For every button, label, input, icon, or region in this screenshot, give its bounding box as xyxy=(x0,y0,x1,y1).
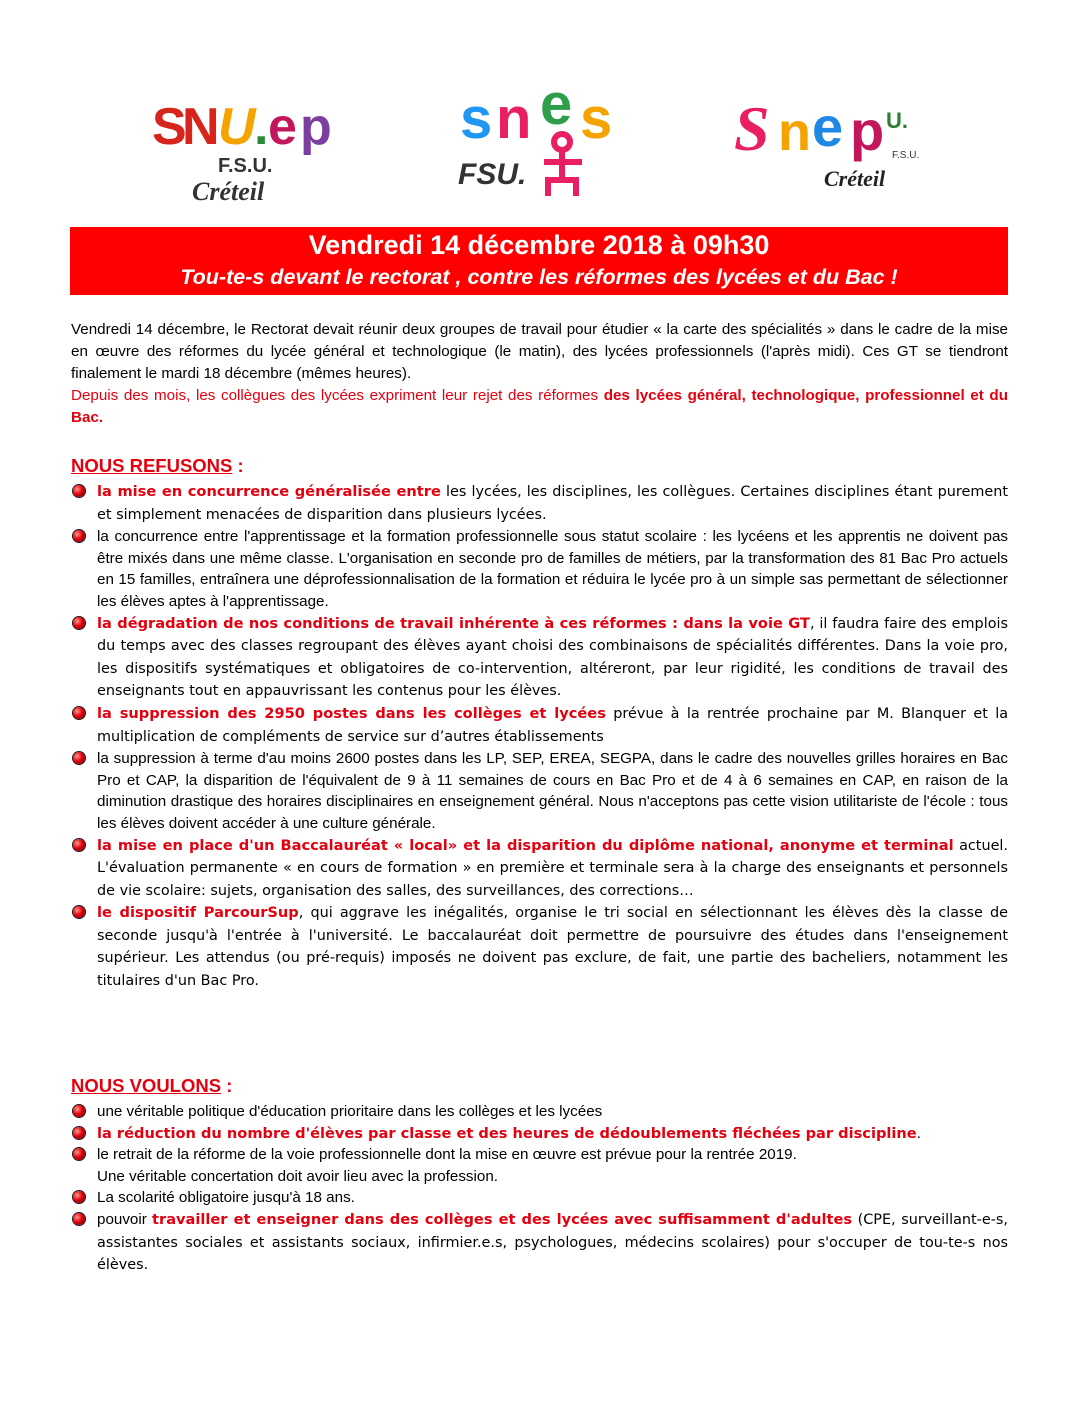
snes-letter-n: n xyxy=(496,86,532,151)
item-highlight: la dégradation de nos conditions de travail inhérente à ces réformes : dans la voie GT xyxy=(97,614,810,632)
banner-subtitle: Tou-te-s devant le rectorat , contre les réformes des lycées et du Bac ! xyxy=(180,265,898,289)
item-text: la concurrence entre l'apprentissage et la formation professionnelle sous statut scolaire : les lycéens et les apprentis ne doivent pas être mixés dans une même classe. L'organisation en seconde pro de familles de métiers, par la transformation des 81 Bac Pro actuels en 15 familles, entraînera une déprofessionnalisation de la formation et réduira le lycée pro à un simple sas permettant de sélectionner les élèves aptes à l'apprentissage. xyxy=(97,528,1008,610)
item-text: prévue à la rentrée prochaine par M. Blanquer et la multiplication de compléments de service sur d’autres établissements xyxy=(97,705,1009,745)
snep-creteil-text: Créteil xyxy=(824,166,886,191)
snuep-letter-u: U xyxy=(218,98,256,156)
snes-letter-s: s xyxy=(460,86,493,151)
item-highlight: le dispositif ParcourSup xyxy=(97,904,299,922)
item-text: les lycées, les disciplines, les collègues. Certaines disciplines étant purement et simplement menacées de disparition dans plusieurs lycées. xyxy=(97,484,1008,523)
bullet-icon xyxy=(73,707,85,719)
snes-figure-icon xyxy=(544,134,582,196)
bullet-icon xyxy=(73,1213,85,1225)
voulons-colon: : xyxy=(221,1075,233,1096)
item-text: la suppression à terme d'au moins 2600 postes dans les LP, SEP, EREA, SEGPA, dans le cadre des nouvelles grilles horaires en Bac Pro et CAP, la disparition de l'équivalent de 9 à 11 semaines de cours en Bac Pro et de 4 à 6 semaines en CAP, en raison de la diminution drastique des horaires disciplinaires en enseignement général. Nous n'acceptons pas cette vision utilitariste de l'école : tous les élèves doivent accéder à une culture générale. xyxy=(97,750,1008,832)
item-highlight: la mise en place d'un Baccalauréat « local» et la disparition du diplôme national, anonyme et terminal xyxy=(97,836,954,854)
item-text: une véritable politique d'éducation prioritaire dans les collèges et les lycées xyxy=(97,1103,603,1120)
intro-red-paragraph xyxy=(71,385,1008,429)
list-item xyxy=(71,1187,1008,1209)
list-item xyxy=(71,902,1008,992)
intro-paragraph: Vendredi 14 décembre, le Rectorat devait réunir deux groupes de travail pour étudier « la carte des spécialités » dans le cadre de la mise en œuvre des réformes du lycée général et technologique (le matin), des lycées professionnels (l'après midi). Ces GT se tiendront finalement le mardi 18 décembre (mêmes heures). xyxy=(71,321,1008,382)
item-text: . xyxy=(916,1124,921,1142)
list-item xyxy=(71,1123,1008,1145)
item-text: actuel. L'évaluation permanente « en cours de formation » en première et terminale sera à la charge des enseignants et personnels de vie scolaire: sujets, organisation des salles, des surveillances, des corrections… xyxy=(97,837,1008,899)
bullet-icon xyxy=(73,906,85,918)
banner-date-title: Vendredi 14 décembre 2018 à 09h30 xyxy=(308,230,770,260)
list-item xyxy=(71,613,1008,703)
bullet-icon xyxy=(73,530,85,542)
intro-text xyxy=(71,319,1008,429)
item-text: La scolarité obligatoire jusqu'à 18 ans. xyxy=(97,1189,355,1207)
voulons-heading xyxy=(71,1075,232,1097)
snes-fsu-logo xyxy=(456,86,656,201)
snuep-creteil-text: Créteil xyxy=(192,177,265,206)
refusons-title: NOUS REFUSONS xyxy=(71,455,233,476)
list-item xyxy=(71,526,1008,612)
snep-fsu-text: F.S.U. xyxy=(892,150,920,161)
intro-red-lead: Depuis des mois, les collègues des lycées expriment leur rejet des réformes xyxy=(71,387,604,404)
snep-letter-s: S xyxy=(734,93,770,164)
bullet-icon xyxy=(73,1148,85,1160)
list-item xyxy=(71,481,1008,526)
snep-fsu-creteil-logo xyxy=(706,88,946,200)
item-highlight: la réduction du nombre d'élèves par classe et des heures de dédoublements fléchées par discipline xyxy=(97,1124,917,1142)
item-highlight: la mise en concurrence généralisée entre xyxy=(97,483,441,500)
item-text: , il faudra faire des emplois du temps avec des classes regroupant des élèves ayant choisi des combinaisons de spécialités différentes. Dans la voie pro, les dispositifs systématiques et obligatoires de co-intervention, altéreront, par leur rigidité, les conditions de travail des enseignants tout en appauvrissant les contenus pour les élèves. xyxy=(97,615,1008,700)
bullet-icon xyxy=(73,1127,85,1139)
bullet-icon xyxy=(73,752,85,764)
item-text: le retrait de la réforme de la voie professionnelle dont la mise en œuvre est prévue pour la rentrée 2019. xyxy=(97,1146,797,1164)
list-item xyxy=(71,835,1008,903)
snep-letter-p: p xyxy=(850,99,885,162)
refusons-list xyxy=(71,481,1008,993)
item-prefix: pouvoir xyxy=(97,1210,153,1228)
voulons-list xyxy=(71,1101,1008,1277)
snuep-letter-p: p xyxy=(300,98,332,156)
snep-letter-e: e xyxy=(812,95,844,158)
list-item xyxy=(71,1144,1008,1187)
item-highlight: travailler et enseigner dans des collèges et des lycées avec suffisamment d'adultes xyxy=(152,1210,853,1228)
list-item xyxy=(71,703,1008,748)
snes-fsu-text: FSU. xyxy=(458,158,527,191)
snep-u-text: U. xyxy=(886,108,908,133)
refusons-colon: : xyxy=(232,455,244,476)
bullet-icon xyxy=(73,617,85,629)
list-item xyxy=(71,1101,1008,1123)
bullet-icon xyxy=(73,1105,85,1117)
list-item xyxy=(71,748,1008,834)
bullet-icon xyxy=(73,1191,85,1203)
item-text: (CPE, surveillant-e-s, assistantes sociales et assistants sociaux, infirmier.e.s, psychologues, médecins scolaires) pour s'occuper de tou-te-s nos élèves. xyxy=(97,1211,1008,1274)
snes-letter-s2: s xyxy=(580,86,613,151)
snuep-letter-dot: . xyxy=(254,98,269,156)
snuep-letter-e: e xyxy=(268,98,297,156)
intro-red-bold: des lycées général, technologique, professionnel et du Bac. xyxy=(71,387,1008,426)
refusons-heading xyxy=(71,455,244,477)
list-item xyxy=(71,1209,1008,1277)
snep-letter-n: n xyxy=(778,102,811,162)
bullet-icon xyxy=(73,485,85,497)
snuep-fsu-text: F.S.U. xyxy=(218,155,273,177)
snuep-fsu-creteil-logo xyxy=(150,86,350,206)
bullet-icon xyxy=(73,839,85,851)
snuep-letter-n: N xyxy=(182,98,220,156)
snuep-letter-s: S xyxy=(152,98,187,156)
title-banner xyxy=(70,227,1008,295)
voulons-title: NOUS VOULONS xyxy=(71,1075,222,1096)
item-text: , qui aggrave les inégalités, organise le tri social en sélectionnant les élèves dès la classe de seconde jusqu'à l'entrée à l'université. Le baccalauréat doit permettre de poursuivre des études dans l'enseignement supérieur. Les attendus (ou pré-requis) imposés ne doivent pas exclure, de fait, une partie des bacheliers, notamment les titulaires d'un Bac Pro. xyxy=(97,905,1008,990)
item-highlight: la suppression des 2950 postes dans les collèges et lycées xyxy=(97,704,606,722)
snes-letter-e: e xyxy=(540,86,573,137)
item-text-line2: Une véritable concertation doit avoir lieu avec la profession. xyxy=(97,1167,499,1185)
